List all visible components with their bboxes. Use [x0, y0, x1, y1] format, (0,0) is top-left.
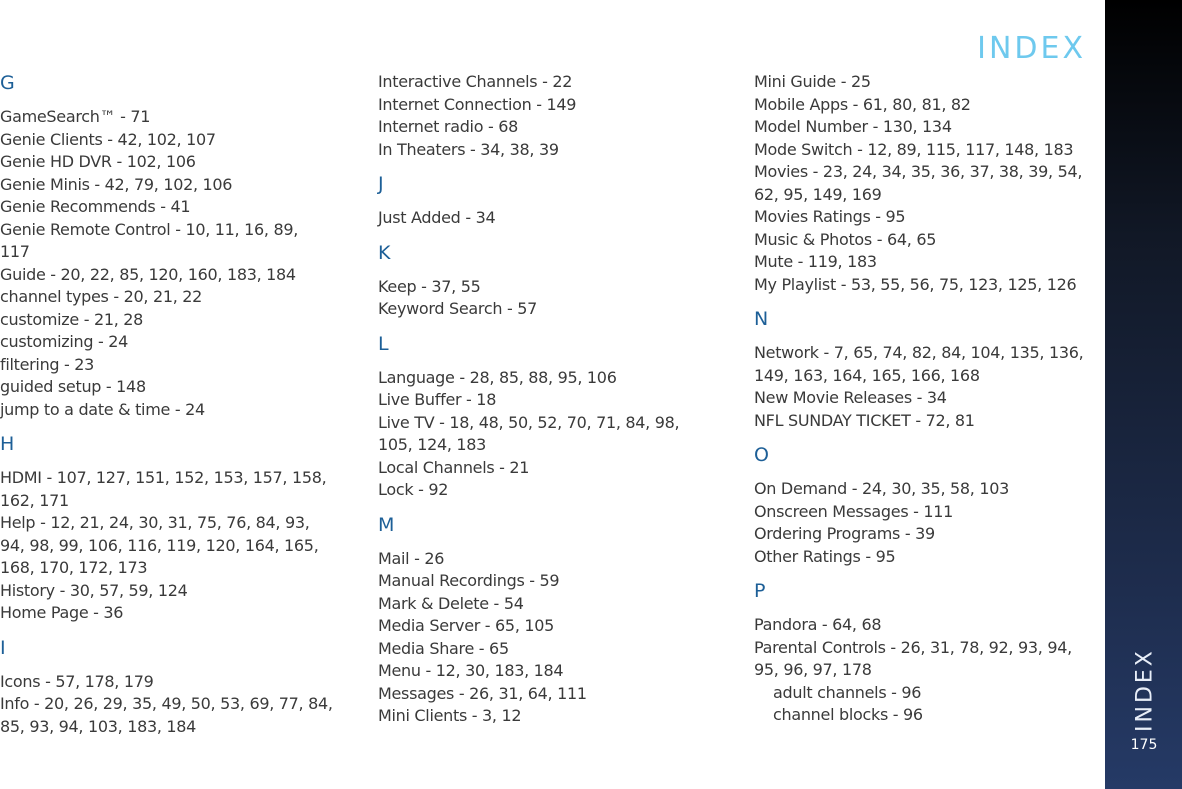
index-entry: Genie Minis - 42, 79, 102, 106 [0, 174, 233, 194]
index-entry: Music & Photos - 64, 65 [754, 229, 937, 249]
index-entry: Mobile Apps - 61, 80, 81, 82 [754, 94, 971, 114]
index-entry: filtering - 23 [0, 354, 95, 374]
index-entry: 95, 96, 97, 178 [754, 660, 872, 679]
index-entry: Live TV - 18, 48, 50, 52, 70, 71, 84, 98, [378, 412, 680, 432]
index-entry: Internet radio - 68 [378, 117, 518, 136]
index-entry: Local Channels - 21 [378, 457, 530, 477]
index-entry: Internet Connection - 149 [378, 94, 577, 114]
index-entry: Live Buffer - 18 [378, 390, 497, 409]
index-entry: Movies Ratings - 95 [754, 207, 906, 226]
page-heading: INDEX [977, 31, 1086, 66]
index-subentry: adult channels - 96 [773, 682, 922, 702]
index-entry: Onscreen Messages - 111 [754, 501, 954, 521]
index-entry: Other Ratings - 95 [754, 546, 896, 566]
index-entry: Icons - 57, 178, 179 [0, 671, 154, 691]
index-entry: Menu - 12, 30, 183, 184 [378, 661, 564, 680]
index-entry: Mini Clients - 3, 12 [378, 706, 522, 725]
index-entry: NFL SUNDAY TICKET - 72, 81 [754, 410, 975, 430]
index-entry: Media Share - 65 [378, 638, 509, 658]
index-entry: Media Server - 65, 105 [378, 616, 555, 635]
index-letter-heading: K [378, 241, 391, 264]
index-entry: Genie Clients - 42, 102, 107 [0, 129, 216, 149]
index-entry: On Demand - 24, 30, 35, 58, 103 [754, 479, 1009, 498]
index-letter-heading: P [754, 580, 766, 602]
index-entry: 168, 170, 172, 173 [0, 558, 148, 577]
index-entry: Keyword Search - 57 [378, 299, 537, 318]
index-letter-heading: I [0, 636, 6, 659]
index-entry: Network - 7, 65, 74, 82, 84, 104, 135, 136, [754, 343, 1084, 362]
index-column-1 [0, 71, 345, 738]
index-letter-heading: G [0, 72, 15, 94]
index-entry: 85, 93, 94, 103, 183, 184 [0, 716, 197, 736]
index-column-3 [754, 71, 1099, 727]
index-entry: GameSearch™ - 71 [0, 107, 151, 126]
index-entry: Mute - 119, 183 [754, 252, 877, 271]
index-letter-heading: H [0, 433, 15, 455]
index-entry: 149, 163, 164, 165, 166, 168 [754, 365, 980, 385]
index-entry: guided setup - 148 [0, 377, 146, 396]
index-entry: My Playlist - 53, 55, 56, 75, 123, 125, 126 [754, 274, 1077, 294]
index-letter-heading: N [754, 308, 769, 330]
index-letter-heading: L [378, 332, 389, 355]
index-entry: In Theaters - 34, 38, 39 [378, 139, 559, 159]
index-entry: customizing - 24 [0, 332, 129, 351]
index-entry: Language - 28, 85, 88, 95, 106 [378, 367, 617, 387]
index-entry: Ordering Programs - 39 [754, 524, 935, 543]
index-entry: Messages - 26, 31, 64, 111 [378, 683, 587, 703]
page-number: 175 [1130, 737, 1158, 753]
index-entry: Parental Controls - 26, 31, 78, 92, 93, 94, [754, 637, 1072, 657]
index-entry: New Movie Releases - 34 [754, 388, 947, 407]
index-entry: Keep - 37, 55 [378, 276, 481, 296]
index-letter-heading: O [754, 444, 769, 466]
index-entry: Home Page - 36 [0, 603, 124, 622]
index-entry: Mark & Delete - 54 [378, 593, 524, 613]
index-entry: Interactive Channels - 22 [378, 72, 573, 91]
index-entry: Lock - 92 [378, 480, 449, 499]
index-entry: Mini Guide - 25 [754, 72, 871, 91]
index-entry: Genie Remote Control - 10, 11, 16, 89, [0, 219, 298, 239]
index-entry: Mode Switch - 12, 89, 115, 117, 148, 183 [754, 139, 1074, 159]
index-entry: Pandora - 64, 68 [754, 615, 882, 634]
index-entry: Genie Recommends - 41 [0, 197, 191, 216]
index-entry: Manual Recordings - 59 [378, 571, 560, 590]
side-tab-label: INDEX [1132, 648, 1158, 732]
index-column-2 [378, 71, 723, 728]
index-entry: customize - 21, 28 [0, 309, 144, 329]
index-entry: 62, 95, 149, 169 [754, 184, 882, 204]
index-entry: 105, 124, 183 [378, 435, 487, 454]
index-entry: Just Added - 34 [378, 208, 496, 227]
index-entry: Genie HD DVR - 102, 106 [0, 152, 196, 171]
index-entry: 117 [0, 242, 30, 261]
index-entry: channel types - 20, 21, 22 [0, 287, 203, 306]
index-entry: Mail - 26 [378, 548, 445, 568]
index-entry: History - 30, 57, 59, 124 [0, 580, 188, 600]
index-entry: Info - 20, 26, 29, 35, 49, 50, 53, 69, 77, 84, [0, 694, 333, 713]
index-letter-heading: J [378, 173, 384, 195]
index-entry: 94, 98, 99, 106, 116, 119, 120, 164, 165, [0, 535, 319, 555]
index-entry: Model Number - 130, 134 [754, 117, 952, 136]
index-entry: 162, 171 [0, 490, 69, 510]
index-letter-heading: M [378, 513, 395, 536]
index-entry: Help - 12, 21, 24, 30, 31, 75, 76, 84, 93, [0, 513, 310, 532]
index-entry: Movies - 23, 24, 34, 35, 36, 37, 38, 39, 54, [754, 162, 1083, 181]
index-subentry: channel blocks - 96 [773, 705, 923, 724]
index-entry: jump to a date & time - 24 [0, 399, 205, 419]
index-entry: HDMI - 107, 127, 151, 152, 153, 157, 158, [0, 468, 327, 487]
index-entry: Guide - 20, 22, 85, 120, 160, 183, 184 [0, 264, 296, 284]
